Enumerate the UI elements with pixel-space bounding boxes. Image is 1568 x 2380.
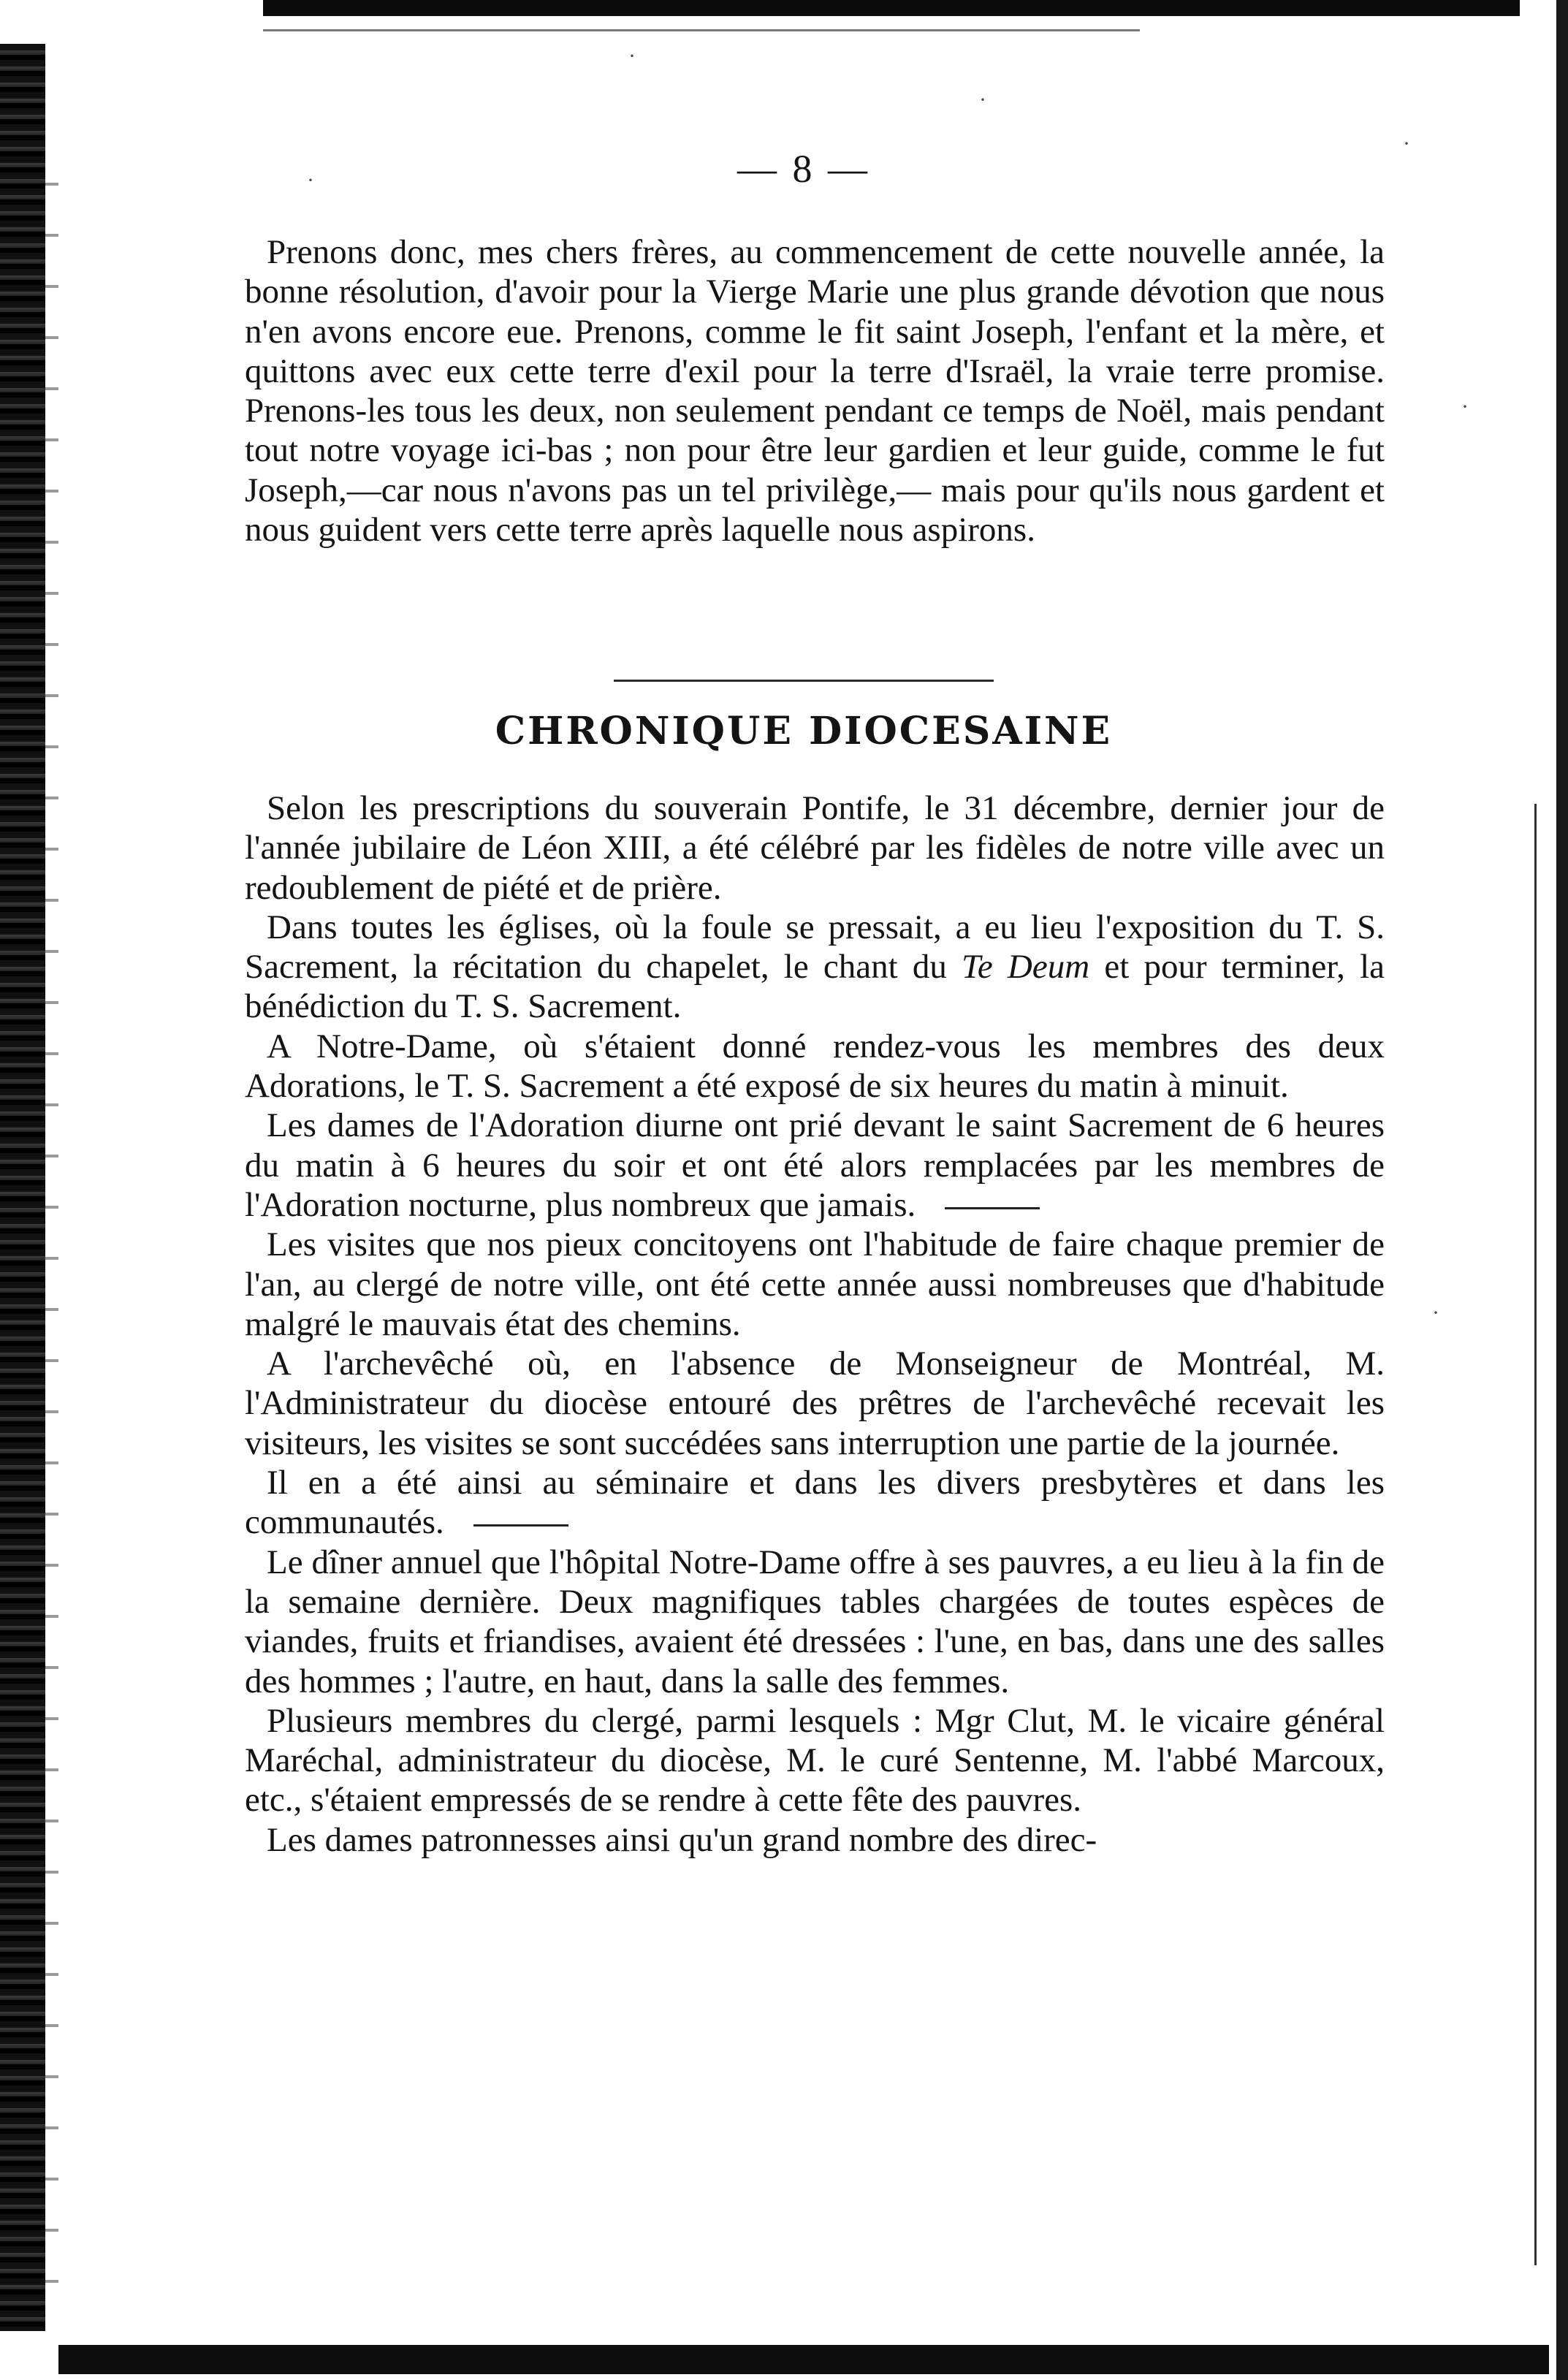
paragraph-text: Il en a été ainsi au séminaire et dans les divers presbytères et dans les communautés. bbox=[245, 1464, 1385, 1542]
te-deum-text: Te Deum bbox=[962, 948, 1090, 986]
scan-bottom-edge bbox=[58, 2345, 1549, 2374]
paragraph-text: Dans toutes les églises, où la foule se pressait, a eu lieu l'exposition du T. S. Sacrement, la récitation du chapelet, le chant du bbox=[245, 908, 1385, 986]
chronique-paragraph bbox=[245, 1106, 1385, 1225]
chronique-paragraph: Le dîner annuel que l'hôpital Notre-Dame offre à ses pauvres, a eu lieu à la fin de la semaine dernière. Deux magnifiques tables chargées de toutes espèces de viandes, fruits et friandises, avaient été dressées : l'une, en bas, dans une des salles des hommes ; l'autre, en haut, dans la salle des femmes. bbox=[245, 1543, 1385, 1700]
scan-left-gutter bbox=[45, 161, 58, 2316]
scan-right-rule bbox=[1534, 804, 1537, 2265]
intro-section bbox=[245, 232, 1385, 550]
chronique-section bbox=[245, 788, 1385, 1860]
chronique-paragraph: Selon les prescriptions du souverain Pontife, le 31 décembre, dernier jour de l'année jubilaire de Léon XIII, a été célébré par les fidèles de notre ville avec un redoublement de piété et de prière. bbox=[245, 789, 1385, 907]
scan-speck: · bbox=[979, 88, 986, 112]
paragraph-text: et pour terminer, la bénédiction du T. S. Sacrement. bbox=[245, 948, 1385, 1026]
page-number: — 8 — bbox=[737, 147, 870, 191]
chronique-paragraph: Plusieurs membres du clergé, parmi lesquels : Mgr Clut, M. le vicaire général Maréchal, administrateur du diocèse, M. le curé Sentenne, M. l'abbé Marcoux, etc., s'étaient empressés de se rendre à cette fête des pauvres. bbox=[245, 1701, 1385, 1820]
paragraph-divider bbox=[945, 1207, 1040, 1209]
scan-speck: · bbox=[307, 168, 314, 192]
section-title: CHRONIQUE DIOCESAINE bbox=[495, 709, 1113, 753]
chronique-paragraph: Les visites que nos pieux concitoyens ont l'habitude de faire chaque premier de l'an, au clergé de notre ville, ont été cette année aussi nombreuses que d'habitude malgré le mauvais état des chemins. bbox=[245, 1225, 1385, 1343]
chronique-paragraph bbox=[245, 1463, 1385, 1543]
chronique-paragraph: A l'archevêché où, en l'absence de Monseigneur de Montréal, M. l'Administrateur du diocèse entouré des prêtres de l'archevêché recevait les visiteurs, les visites se sont succédées sans interruption une partie de la journée. bbox=[245, 1345, 1385, 1462]
scan-speck: · bbox=[628, 44, 636, 68]
paragraph-text: Les dames de l'Adoration diurne ont prié devant le saint Sacrement de 6 heures du matin à 6 heures du soir et ont été alors remplacées par les membres de l'Adoration nocturne, plus nombreux que jamais. bbox=[245, 1106, 1385, 1224]
scan-top-line bbox=[263, 29, 1140, 31]
scan-top-edge bbox=[263, 0, 1520, 16]
section-separator bbox=[614, 680, 994, 682]
paragraph-divider bbox=[473, 1524, 568, 1527]
chronique-paragraph bbox=[245, 908, 1385, 1027]
scan-speck: · bbox=[1432, 1301, 1439, 1325]
scan-speck: · bbox=[1461, 395, 1469, 419]
scan-speck: · bbox=[1403, 132, 1410, 156]
chronique-paragraph: A Notre-Dame, où s'étaient donné rendez-vous les membres des deux Adorations, le T. S. Sacrement a été exposé de six heures du matin à minuit. bbox=[245, 1027, 1385, 1106]
chronique-paragraph: Les dames patronnesses ainsi qu'un grand nombre des direc- bbox=[267, 1820, 1097, 1859]
scan-left-edge bbox=[0, 44, 45, 2331]
scan-right-edge bbox=[1556, 0, 1568, 2380]
intro-paragraph: Prenons donc, mes chers frères, au commencement de cette nouvelle année, la bonne résolution, d'avoir pour la Vierge Marie une plus grande dévotion que nous n'en avons encore eue. Prenons, comme le fit saint Joseph, l'enfant et la mère, et quittons avec eux cette terre d'exil pour la terre d'Israël, la vraie terre promise. Prenons-les tous les deux, non seulement pendant ce temps de Noël, mais pendant tout notre voyage ici-bas ; non pour être leur gardien et leur guide, comme le fut Joseph,—car nous n'avons pas un tel privilège,— mais pour qu'ils nous gardent et nous guident vers cette terre après laquelle nous aspirons. bbox=[245, 233, 1385, 550]
